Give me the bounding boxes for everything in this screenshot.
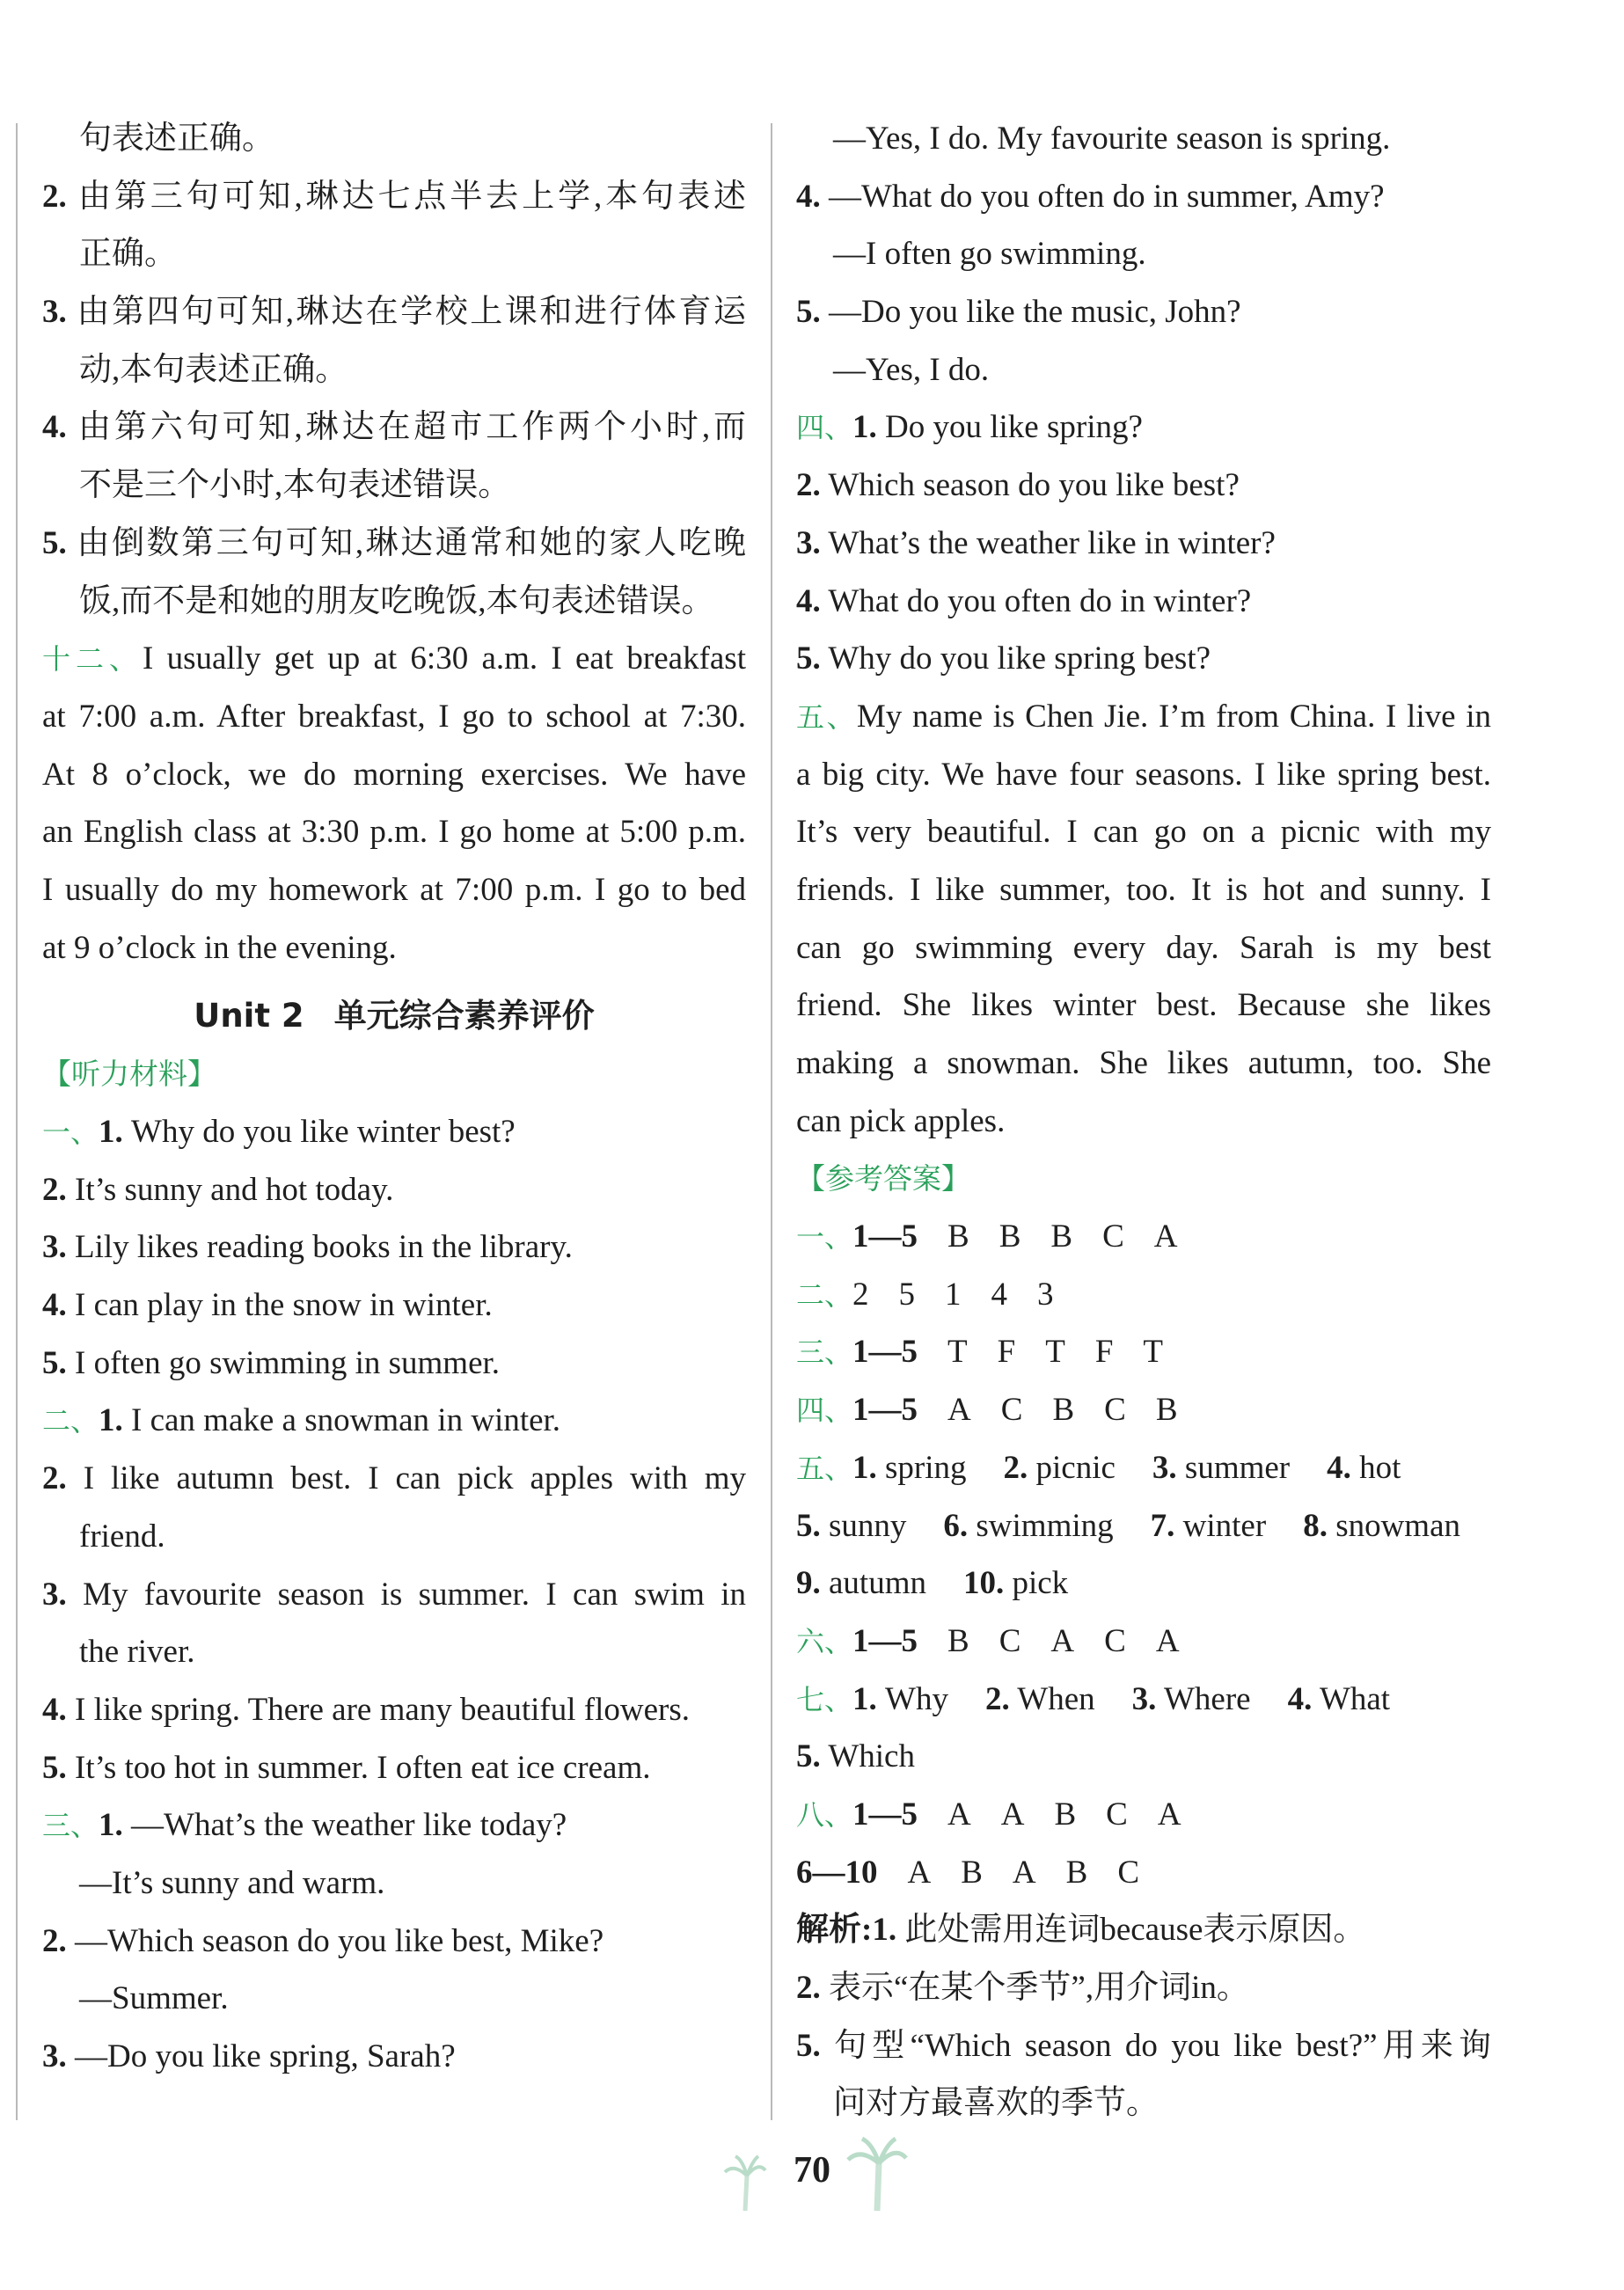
answer-choice: B bbox=[1052, 1392, 1075, 1429]
answer-choice: A bbox=[1155, 1622, 1180, 1659]
passage-line: 十二、I usually get up at 6:30 a.m. I eat breakfast bbox=[42, 640, 746, 677]
explanation-line: 3. 由第四句可知,琳达在学校上课和进行体育运 bbox=[42, 294, 747, 331]
passage-line: can pick apples. bbox=[796, 1102, 1006, 1139]
section-4-item: 5. Why do you like spring best? bbox=[796, 640, 1211, 677]
answer-choice: C bbox=[1104, 1622, 1126, 1659]
section-3-item: 2. —Which season do you like best, Mike? bbox=[42, 1922, 604, 1959]
answer-choice: A bbox=[1050, 1622, 1075, 1659]
section-2-item: 2. I like autumn best. I can pick apples with my bbox=[42, 1460, 746, 1497]
answer-choice: C bbox=[999, 1622, 1021, 1659]
answer-choice: A bbox=[1000, 1796, 1025, 1833]
section-1-item: 2. It’s sunny and hot today. bbox=[42, 1171, 394, 1208]
answer-choice: A bbox=[1157, 1796, 1181, 1833]
answer-choice: T bbox=[947, 1334, 968, 1371]
answer-choice: B bbox=[1155, 1392, 1178, 1429]
section-1-item: 3. Lily likes reading books in the library. bbox=[42, 1229, 573, 1266]
section-2-item: 3. My favourite season is summer. I can swim in bbox=[42, 1576, 746, 1613]
passage-line: at 7:00 a.m. After breakfast, I go to school at 7:30. bbox=[42, 698, 746, 735]
left-column bbox=[42, 110, 746, 2086]
section-1-item: 一、1. Why do you like winter best? bbox=[42, 1114, 516, 1150]
answer-choice: 5 bbox=[898, 1276, 916, 1313]
explanation-line: 4. 由第六句可知,琳达在超市工作两个小时,而 bbox=[42, 409, 747, 446]
answer-choice: 3 bbox=[1037, 1276, 1054, 1313]
explanation-line: 动,本句表述正确。 bbox=[79, 351, 348, 388]
section-2-item: 4. I like spring. There are many beautiful flowers. bbox=[42, 1691, 690, 1728]
answer-choice: B bbox=[1054, 1796, 1077, 1833]
explanation-line: 饭,而不是和她的朋友吃晚饭,本句表述错误。 bbox=[79, 582, 714, 619]
section-2-item: 5. It’s too hot in summer. I often eat ice cream. bbox=[42, 1749, 651, 1786]
passage-line: making a snowman. She likes autumn, too. She bbox=[796, 1045, 1491, 1081]
analysis-item: 解析:1. 此处需用连词because表示原因。 bbox=[796, 1912, 1366, 1949]
dialogue-reply: —I often go swimming. bbox=[833, 236, 1146, 273]
answer-row-8b: 6—10 A B A B C bbox=[796, 1844, 1491, 1902]
answer-choice: T bbox=[1143, 1334, 1163, 1371]
answer-choice: F bbox=[997, 1334, 1016, 1371]
passage-line: friends. I like summer, too. It is hot and sunny. I bbox=[796, 871, 1491, 908]
answer-row-5a: 五、1. spring 2. picnic 3. summer 4. hot bbox=[796, 1449, 1401, 1486]
passage-line: It’s very beautiful. I can go on a picnic with my bbox=[796, 814, 1491, 851]
answer-choice: A bbox=[947, 1392, 971, 1429]
section-1-item: 4. I can play in the snow in winter. bbox=[42, 1287, 493, 1324]
answer-choice: 4 bbox=[991, 1276, 1008, 1313]
analysis-item-cont: 问对方最喜欢的季节。 bbox=[833, 2085, 1159, 2122]
answer-choice: T bbox=[1045, 1334, 1065, 1371]
center-column-rule bbox=[771, 123, 772, 2120]
answer-choice: C bbox=[1102, 1218, 1124, 1255]
answer-row-7b: 5. Which bbox=[796, 1738, 915, 1775]
answer-row-3: 三、1—5 T F T F T bbox=[796, 1323, 1491, 1381]
answer-choice: A bbox=[947, 1796, 971, 1833]
answer-choice: B bbox=[961, 1854, 983, 1891]
passage-line: At 8 o’clock, we do morning exercises. We have bbox=[42, 756, 746, 793]
passage-line: at 9 o’clock in the evening. bbox=[42, 929, 397, 966]
unit-title: Unit 2 单元综合素养评价 bbox=[194, 997, 595, 1035]
answer-choice: C bbox=[1106, 1796, 1128, 1833]
answer-choice: A bbox=[1012, 1854, 1036, 1891]
explanation-line: 2. 由第三句可知,琳达七点半去上学,本句表述 bbox=[42, 178, 747, 215]
right-column bbox=[796, 110, 1491, 2133]
passage-line: friend. She likes winter best. Because she likes bbox=[796, 987, 1491, 1024]
answer-choice: C bbox=[1000, 1392, 1023, 1429]
section-2-item-cont: friend. bbox=[79, 1518, 165, 1555]
dialogue-reply: —It’s sunny and warm. bbox=[79, 1864, 385, 1901]
answer-choice: B bbox=[1050, 1218, 1073, 1255]
answer-choice: B bbox=[947, 1218, 969, 1255]
answer-choice: A bbox=[1153, 1218, 1178, 1255]
section-3-item: 三、1. —What’s the weather like today? bbox=[42, 1807, 567, 1844]
analysis-item: 2. 表示“在某个季节”,用介词in。 bbox=[796, 1970, 1249, 2006]
answer-row-8: 八、1—5 A A B C A bbox=[796, 1786, 1491, 1844]
explanation-line: 5. 由倒数第三句可知,琳达通常和她的家人吃晚 bbox=[42, 524, 747, 561]
passage-line: 五、My name is Chen Jie. I’m from China. I live in bbox=[796, 698, 1491, 735]
page-number: 70 bbox=[794, 2150, 830, 2191]
answer-row-5b: 5. sunny 6. swimming 7. winter 8. snowman bbox=[796, 1507, 1461, 1544]
section-4-item: 2. Which season do you like best? bbox=[796, 467, 1240, 504]
page-footer bbox=[0, 2133, 1624, 2213]
section-3-item: 5. —Do you like the music, John? bbox=[796, 294, 1241, 331]
dialogue-reply: —Yes, I do. My favourite season is spring. bbox=[833, 121, 1391, 157]
section-3-item: 4. —What do you often do in summer, Amy? bbox=[796, 178, 1385, 215]
section-4-item: 3. What’s the weather like in winter? bbox=[796, 524, 1276, 561]
analysis-item: 5. 句型“Which season do you like best?”用来询 bbox=[796, 2027, 1492, 2064]
listening-heading: 【听力材料】 bbox=[42, 1057, 216, 1092]
explanation-line: 句表述正确。 bbox=[79, 121, 274, 157]
left-column-rule bbox=[16, 123, 18, 2120]
passage-line: I usually do my homework at 7:00 p.m. I go to bed bbox=[42, 871, 746, 908]
section-2-item-cont: the river. bbox=[79, 1634, 195, 1671]
passage-line: an English class at 3:30 p.m. I go home at 5:00 p.m. bbox=[42, 814, 746, 851]
section-4-item: 四、1. Do you like spring? bbox=[796, 409, 1143, 446]
explanation-line: 不是三个小时,本句表述错误。 bbox=[79, 467, 511, 504]
answer-choice: F bbox=[1094, 1334, 1114, 1371]
passage-line: a big city. We have four seasons. I like spring best. bbox=[796, 756, 1491, 793]
section-3-item: 3. —Do you like spring, Sarah? bbox=[42, 2038, 456, 2074]
answer-choice: B bbox=[999, 1218, 1021, 1255]
answer-choice: C bbox=[1117, 1854, 1140, 1891]
answers-heading: 【参考答案】 bbox=[796, 1161, 970, 1196]
answer-choice: 2 bbox=[852, 1276, 869, 1313]
answer-row-5c: 9. autumn 10. pick bbox=[796, 1565, 1069, 1602]
answer-choice: B bbox=[1065, 1854, 1088, 1891]
answer-row-7a: 七、1. Why 2. When 3. Where 4. What bbox=[796, 1680, 1391, 1717]
dialogue-reply: —Yes, I do. bbox=[833, 351, 990, 388]
answer-choice: 1 bbox=[945, 1276, 962, 1313]
section-2-item: 二、1. I can make a snowman in winter. bbox=[42, 1402, 561, 1439]
palm-tree-icon bbox=[846, 2133, 908, 2213]
answer-row-2: 二、2 5 1 4 3 bbox=[796, 1266, 1491, 1324]
dialogue-reply: —Summer. bbox=[79, 1980, 229, 2017]
answer-choice: C bbox=[1104, 1392, 1126, 1429]
section-4-item: 4. What do you often do in winter? bbox=[796, 582, 1252, 619]
explanation-line: 正确。 bbox=[79, 236, 177, 273]
answer-row-1: 一、1—5 B B B C A bbox=[796, 1208, 1491, 1266]
answer-row-4: 四、1—5 A C B C B bbox=[796, 1381, 1491, 1439]
answer-choice: A bbox=[907, 1854, 932, 1891]
explanation-lines bbox=[42, 110, 746, 630]
answer-row-6: 六、1—5 B C A C A bbox=[796, 1613, 1491, 1671]
section-1-item: 5. I often go swimming in summer. bbox=[42, 1344, 501, 1381]
passage-line: can go swimming every day. Sarah is my best bbox=[796, 929, 1491, 966]
answer-choice: B bbox=[947, 1622, 969, 1659]
